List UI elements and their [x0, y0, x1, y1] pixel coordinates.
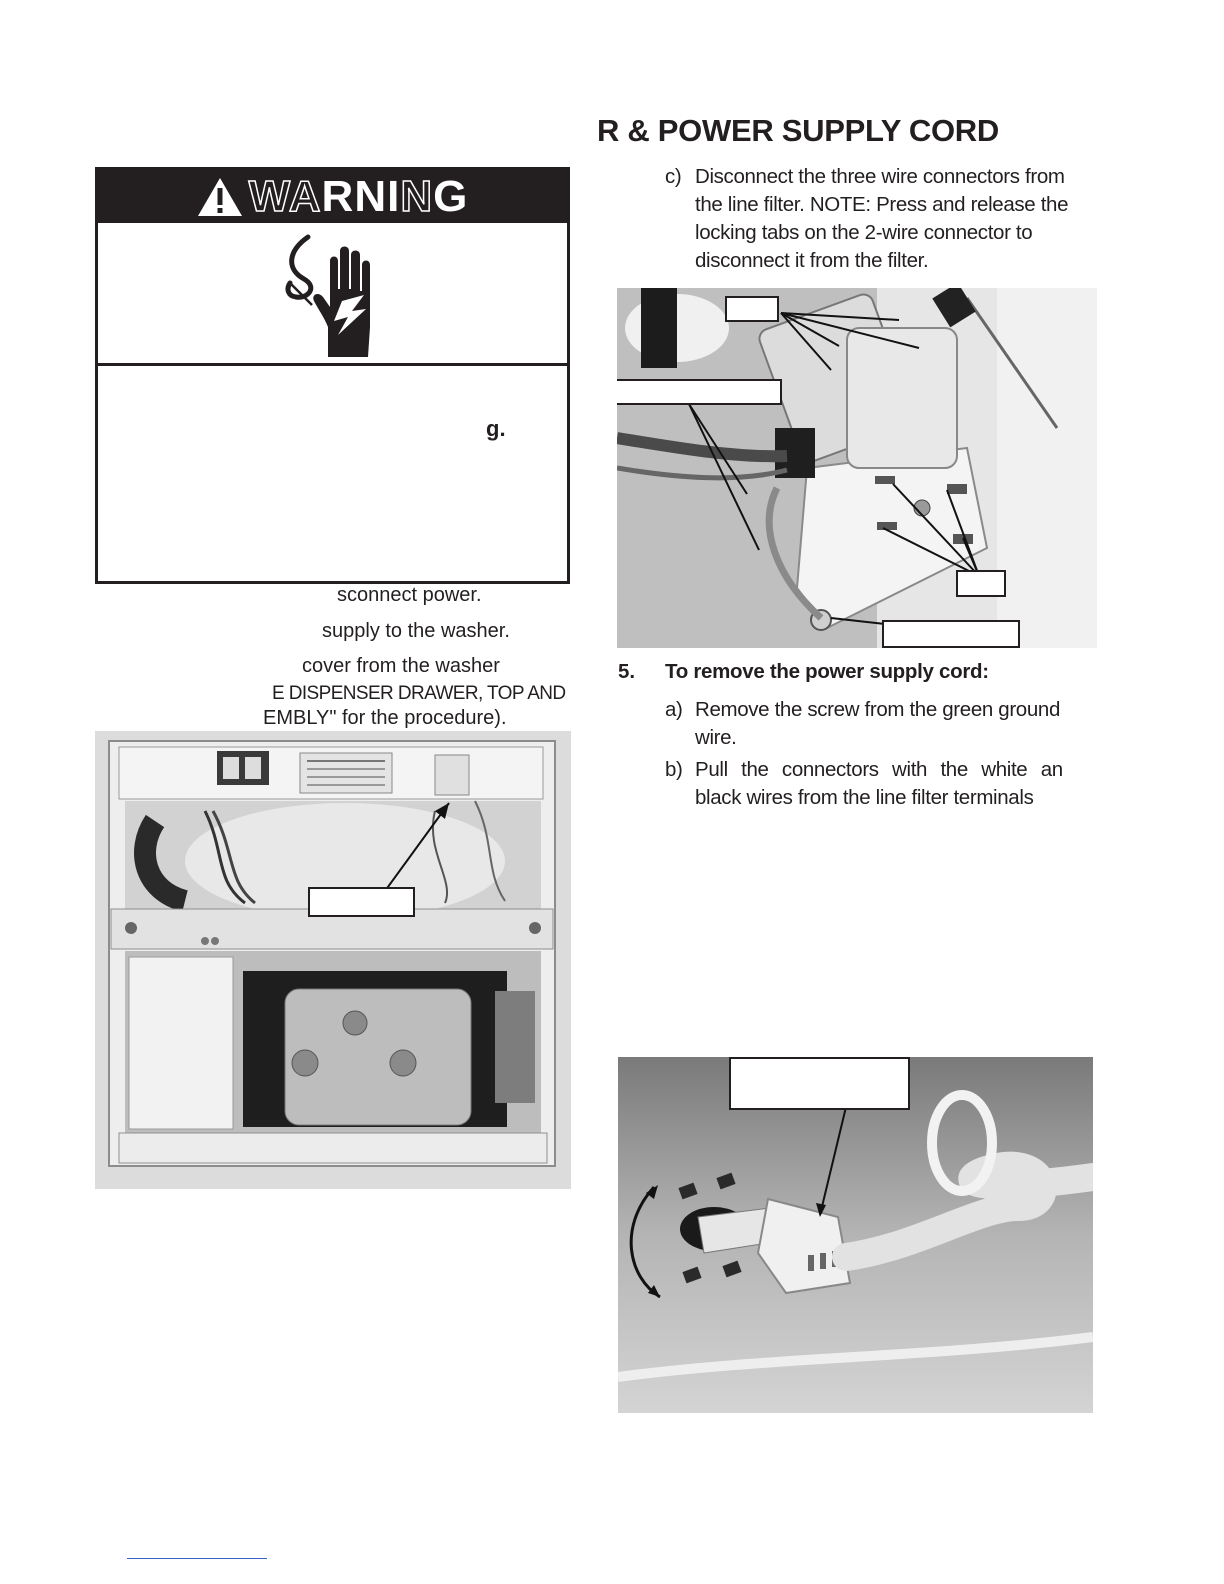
step-5b-text	[695, 756, 1081, 812]
step-c-line-3: locking tabs on the 2-wire connector to	[695, 221, 1033, 244]
left-step-line-1: sconnect power.	[337, 584, 482, 606]
step-c-letter: c)	[665, 165, 682, 188]
step-5b-line-1: Pull the connectors with the white an	[695, 758, 1063, 781]
line-filter-photo	[617, 288, 1097, 648]
step-5a-letter: a)	[665, 698, 683, 721]
warning-triangle-icon	[197, 177, 243, 217]
filter-photo-callout-label-2	[617, 379, 782, 405]
section-title: R & POWER SUPPLY CORD	[597, 113, 999, 148]
footer-link-rule	[127, 1558, 267, 1559]
power-cord-callout-label	[729, 1057, 910, 1110]
washer-photo-callout-label	[308, 887, 415, 917]
left-step-line-3: cover from the washer	[302, 655, 500, 677]
filter-photo-callout-label-3	[956, 570, 1006, 597]
step-5a-text	[695, 696, 1095, 752]
step-5b-line-2: black wires from the line filter terminals	[695, 786, 1034, 809]
power-cord-photo	[618, 1057, 1093, 1413]
step-c-text	[695, 163, 1095, 275]
step-5-number: 5.	[618, 660, 636, 683]
warning-text-fragment: g.	[486, 416, 506, 441]
step-5a-line-1: Remove the screw from the green ground	[695, 698, 1060, 721]
step-5b-letter: b)	[665, 758, 683, 781]
left-step-line-2: supply to the washer.	[322, 620, 510, 642]
warning-header	[98, 170, 567, 223]
step-c-line-4: disconnect it from the filter.	[695, 249, 929, 272]
filter-photo-callout-label-1	[725, 296, 779, 322]
washer-interior-illustration	[95, 731, 571, 1189]
line-filter-illustration	[617, 288, 1097, 648]
step-c-line-2: the line filter. NOTE: Press and release the	[695, 193, 1069, 216]
warning-icon-area	[98, 223, 567, 366]
step-c-line-1: Disconnect the three wire connectors from	[695, 165, 1065, 188]
warning-box	[95, 167, 570, 584]
left-step-line-4: E DISPENSER DRAWER, TOP AND	[272, 683, 566, 704]
warning-title: WARNING	[248, 171, 469, 221]
washer-interior-photo	[95, 731, 571, 1189]
step-5a-line-2: wire.	[695, 726, 737, 749]
filter-photo-callout-label-4	[882, 620, 1020, 648]
step-5-heading: To remove the power supply cord:	[665, 660, 989, 683]
power-cord-illustration	[618, 1057, 1093, 1413]
electrical-shock-hand-icon	[278, 231, 398, 359]
left-step-line-5: EMBLY" for the procedure).	[263, 707, 507, 729]
